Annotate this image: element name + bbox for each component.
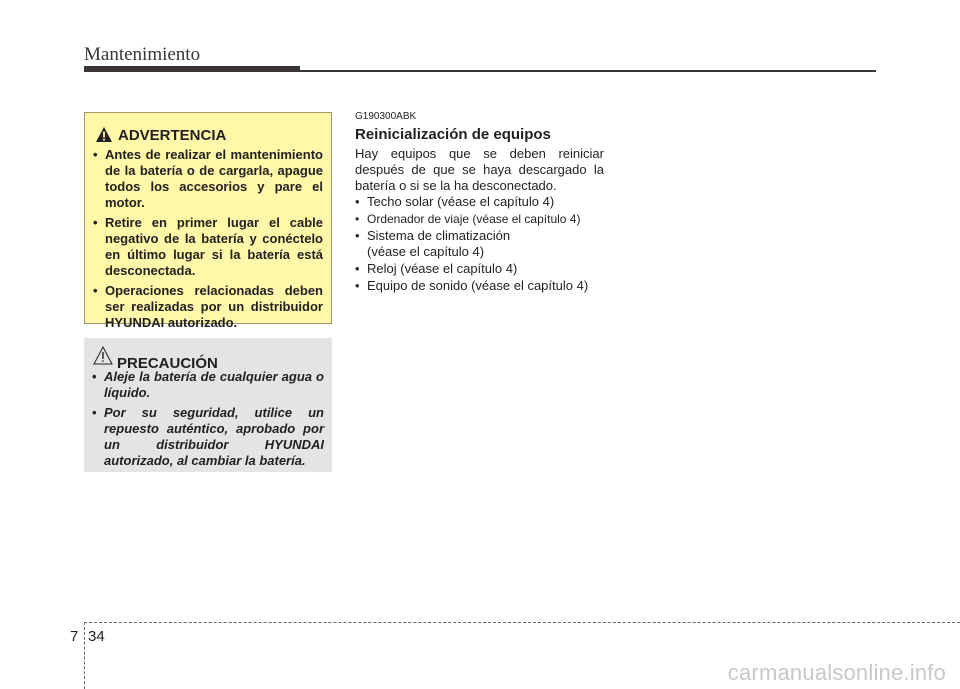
section-code: G190300ABK xyxy=(355,111,417,122)
caution-item: • Aleje la batería de cualquier agua o líquido. xyxy=(92,369,324,401)
list-item-continuation: (véase el capítulo 4) xyxy=(367,244,485,259)
warning-title: ADVERTENCIA xyxy=(118,127,227,144)
caution-item: • Por su seguridad, utilice un repuesto auténtico, aprobado por un distribuidor HYUNDAI autorizado, al cambiar la batería. xyxy=(92,405,324,469)
list-item: • Equipo de sonido (véase el capítulo 4) xyxy=(355,278,615,294)
list-item xyxy=(355,228,615,260)
chapter-number: 7 xyxy=(70,628,79,645)
warning-list xyxy=(93,147,323,335)
list-item: • Ordenador de viaje (véase el capítulo 4) xyxy=(355,211,615,227)
warning-box xyxy=(84,112,332,330)
header-rule xyxy=(300,70,876,72)
warning-item: • Retire en primer lugar el cable negativo de la batería y conéctelo en último lugar si la batería está desconectada. xyxy=(93,215,323,279)
equipment-list xyxy=(355,194,615,295)
caution-heading xyxy=(84,344,332,372)
list-item-text: Sistema de climatización xyxy=(367,228,511,243)
caution-icon xyxy=(93,346,113,365)
watermark: carmanualsonline.info xyxy=(727,660,946,685)
caution-list xyxy=(92,369,324,473)
warning-heading xyxy=(85,126,331,144)
caution-box xyxy=(84,338,332,472)
list-item: • Techo solar (véase el capítulo 4) xyxy=(355,194,615,210)
warning-item: • Antes de realizar el mantenimiento de la batería o de cargarla, apague todos los accesorios y pare el motor. xyxy=(93,147,323,211)
warning-item: • Operaciones relacionadas deben ser realizadas por un distribuidor HYUNDAI autorizado. xyxy=(93,283,323,331)
footer-divider xyxy=(84,622,85,689)
header-bar xyxy=(84,66,300,72)
section-title: Reinicialización de equipos xyxy=(355,126,551,143)
section-intro: Hay equipos que se deben reiniciar después de que se haya descargado la batería o si se la ha desconectado. xyxy=(355,146,604,193)
footer-rule xyxy=(84,622,960,623)
page-number: 34 xyxy=(88,628,105,645)
warning-icon xyxy=(95,126,113,143)
header-title: Mantenimiento xyxy=(84,44,201,65)
caution-title: PRECAUCIÓN xyxy=(117,355,218,372)
list-item: • Reloj (véase el capítulo 4) xyxy=(355,261,615,277)
